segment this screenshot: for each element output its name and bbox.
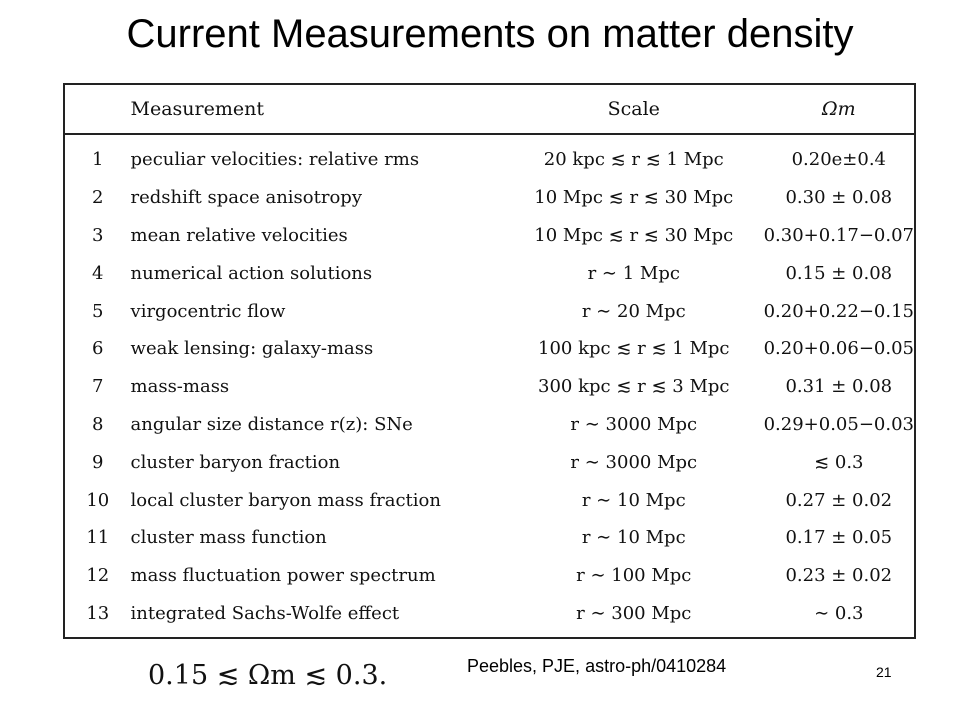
- row-number: 10: [86, 489, 110, 511]
- table-row: [65, 292, 914, 330]
- row-number: 9: [92, 451, 104, 473]
- row-measurement: numerical action solutions: [130, 262, 373, 284]
- row-measurement: mean relative velocities: [130, 224, 348, 246]
- table-header-row: [65, 85, 914, 134]
- measurements-table-frame: [63, 83, 916, 639]
- row-scale: r ∼ 1 Mpc: [587, 262, 680, 284]
- row-measurement: weak lensing: galaxy-mass: [130, 338, 374, 360]
- row-scale: r ∼ 3000 Mpc: [570, 451, 698, 473]
- row-number: 2: [92, 187, 104, 209]
- row-number: 1: [92, 149, 104, 171]
- row-number: 7: [92, 376, 104, 398]
- table-row: [65, 595, 914, 633]
- row-omega-m: 0.20+0.06−0.05: [763, 338, 914, 360]
- row-omega-m: 0.23 ± 0.02: [785, 565, 893, 587]
- row-measurement: mass-mass: [130, 376, 230, 398]
- header-number: [65, 85, 131, 134]
- row-number: 11: [86, 527, 110, 549]
- row-scale: 10 Mpc ≲ r ≲ 30 Mpc: [534, 187, 734, 209]
- omega-range-equation: 0.15 ≲ Ωm ≲ 0.3.: [148, 660, 388, 691]
- row-omega-m: 0.17 ± 0.05: [785, 527, 893, 549]
- row-measurement: mass fluctuation power spectrum: [130, 565, 436, 587]
- row-omega-m: 0.15 ± 0.08: [785, 262, 893, 284]
- row-scale: 10 Mpc ≲ r ≲ 30 Mpc: [534, 224, 734, 246]
- row-number: 5: [92, 300, 104, 322]
- table-row: [65, 254, 914, 292]
- row-measurement: redshift space anisotropy: [130, 187, 362, 209]
- table-row: [65, 330, 914, 368]
- row-number: 12: [86, 565, 110, 587]
- table-row: [65, 217, 914, 255]
- table-row: [65, 443, 914, 481]
- row-measurement: angular size distance r(z): SNe: [130, 413, 413, 435]
- row-number: 8: [92, 413, 104, 435]
- row-measurement: virgocentric flow: [130, 300, 286, 322]
- row-scale: r ∼ 100 Mpc: [576, 565, 692, 587]
- row-number: 6: [92, 338, 104, 360]
- header-scale: Scale: [504, 85, 764, 134]
- row-omega-m: ≲ 0.3: [814, 451, 864, 473]
- row-omega-m: 0.30+0.17−0.07: [763, 224, 914, 246]
- table-row: [65, 368, 914, 406]
- row-omega-m: 0.30 ± 0.08: [785, 187, 893, 209]
- row-omega-m: 0.31 ± 0.08: [785, 376, 893, 398]
- row-number: 13: [86, 602, 110, 624]
- row-omega-m: ∼ 0.3: [814, 602, 864, 624]
- header-measurement: Measurement: [131, 85, 504, 134]
- table-row: [65, 519, 914, 557]
- row-number: 4: [92, 262, 104, 284]
- row-scale: r ∼ 10 Mpc: [581, 527, 686, 549]
- header-omega-m: Ωm: [764, 85, 914, 134]
- row-scale: 100 kpc ≲ r ≲ 1 Mpc: [538, 338, 730, 360]
- row-scale: r ∼ 10 Mpc: [581, 489, 686, 511]
- citation: Peebles, PJE, astro-ph/0410284: [467, 656, 727, 676]
- row-measurement: local cluster baryon mass fraction: [130, 489, 441, 511]
- row-number: 3: [92, 224, 104, 246]
- measurements-table: [65, 85, 914, 632]
- table-row: [65, 179, 914, 217]
- row-omega-m: 0.29+0.05−0.03: [763, 413, 914, 435]
- page-number: 21: [876, 664, 892, 680]
- row-measurement: cluster mass function: [130, 527, 327, 549]
- row-scale: r ∼ 3000 Mpc: [570, 413, 698, 435]
- row-measurement: cluster baryon fraction: [130, 451, 341, 473]
- row-omega-m: 0.27 ± 0.02: [785, 489, 893, 511]
- table-row: [65, 406, 914, 444]
- row-omega-m: 0.20e±0.4: [791, 149, 887, 171]
- row-scale: 300 kpc ≲ r ≲ 3 Mpc: [538, 376, 730, 398]
- row-scale: r ∼ 300 Mpc: [576, 602, 692, 624]
- row-measurement: integrated Sachs-Wolfe effect: [130, 602, 400, 624]
- row-omega-m: 0.20+0.22−0.15: [763, 300, 914, 322]
- table-row: [65, 481, 914, 519]
- row-measurement: peculiar velocities: relative rms: [130, 149, 420, 171]
- table-row: [65, 134, 914, 179]
- table-row: [65, 557, 914, 595]
- row-scale: 20 kpc ≲ r ≲ 1 Mpc: [543, 149, 724, 171]
- slide-title: Current Measurements on matter density: [126, 12, 854, 56]
- row-scale: r ∼ 20 Mpc: [581, 300, 686, 322]
